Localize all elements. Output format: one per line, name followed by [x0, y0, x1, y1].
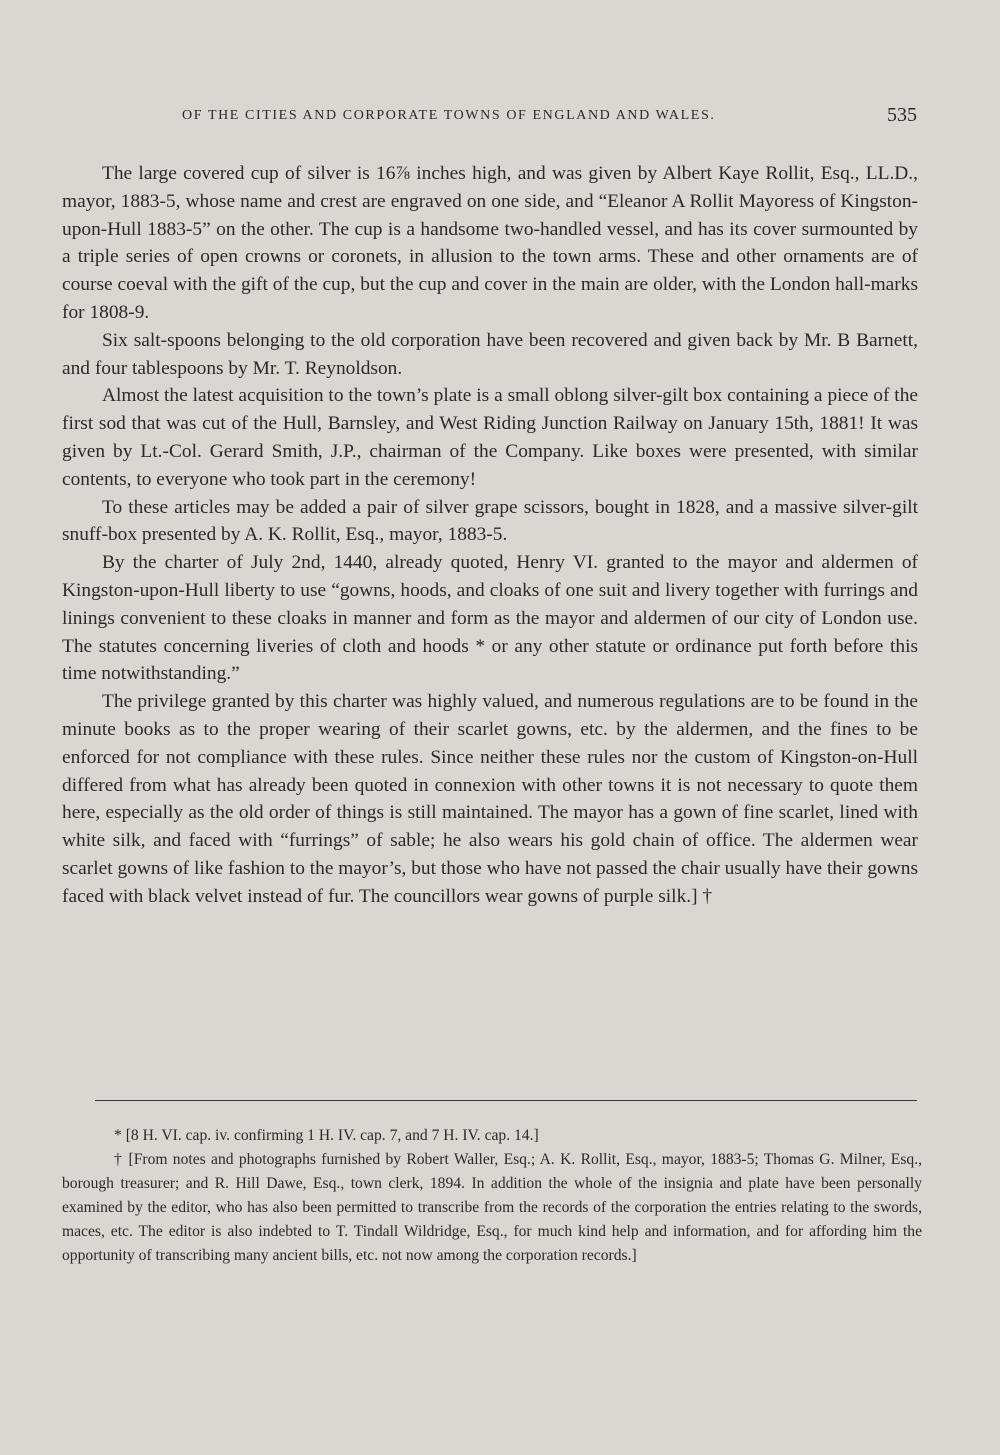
- paragraph-covered-cup: The large covered cup of silver is 16⅞ inches high, and was given by Albert Kaye Rollit, Esq., LL.D., mayor, 1883-5, whose name and crest are engraved on one side, and “Eleanor A Rollit Mayoress of Kingston-upon-Hull 1883-5” on the other. The cup is a handsome two-handled vessel, and has its cover surmounted by a triple series of open crowns or coronets, in allusion to the town arms. These and other ornaments are of course coeval with the gift of the cup, but the cup and cover in the main are older, with the London hall-marks for 1808-9.: [62, 163, 918, 323]
- paragraph-privilege: The privilege granted by this charter was highly valued, and numerous regulations are to be found in the minute books as to the proper wearing of their scarlet gowns, etc. by the aldermen, and the fines to be enforced for not compliance with these rules. Since neither these rules nor the custom of Kingston-on-Hull differed from what has already been quoted in connexion with other towns it is not necessary to quote them here, especially as the old order of things is still maintained. The mayor has a gown of fine scarlet, lined with white silk, and faced with “furrings” of sable; he also wears his gold chain of office. The aldermen wear scarlet gowns of like fashion to the mayor’s, but those who have not passed the chair usually have their gowns faced with black velvet instead of fur. The councillors wear gowns of purple silk.] †: [62, 691, 918, 907]
- paragraph-grape-scissors: To these articles may be added a pair of silver grape scissors, bought in 1828, and a massive silver-gilt snuff-box presented by A. K. Rollit, Esq., mayor, 1883-5.: [62, 496, 918, 546]
- running-title: OF THE CITIES AND CORPORATE TOWNS OF ENGLAND AND WALES.: [182, 108, 716, 123]
- footnote-dagger: † [From notes and photographs furnished by Robert Waller, Esq.; A. K. Rollit, Esq., mayor, 1883-5; Thomas G. Milner, Esq., borough treasurer; and R. Hill Dawe, Esq., town clerk, 1894. In addition the whole of the insignia and plate have been personally examined by the editor, who has also been permitted to transcribe from the records of the corporation the entries relating to the swords, maces, etc. The editor is also indebted to T. Tindall Wildridge, Esq., for much kind help and information, and for affording him the opportunity of transcribing many ancient bills, etc. not now among the corporation records.]: [62, 1151, 922, 1264]
- paragraph-salt-spoons: Six salt-spoons belonging to the old corporation have been recovered and given back by Mr. B Barnett, and four tablespoons by Mr. T. Reynoldson.: [62, 329, 918, 379]
- footnote-rule: [95, 1100, 917, 1101]
- paragraph-charter: By the charter of July 2nd, 1440, already quoted, Henry VI. granted to the mayor and aldermen of Kingston-upon-Hull liberty to use “gowns, hoods, and cloaks of one suit and livery together with furrings and linings convenient to these cloaks in manner and form as the mayor and aldermen of our city of London use. The statutes concerning liveries of cloth and hoods * or any other statute or ordinance put forth before this time notwithstanding.”: [62, 552, 918, 685]
- footnotes: [62, 1124, 922, 1268]
- page-number: 535: [887, 104, 917, 126]
- running-head: [182, 104, 917, 128]
- body-text: [62, 160, 918, 911]
- footnote-asterisk: * [8 H. VI. cap. iv. confirming 1 H. IV. cap. 7, and 7 H. IV. cap. 14.]: [114, 1127, 539, 1144]
- paragraph-silver-gilt-box: Almost the latest acquisition to the town’s plate is a small oblong silver-gilt box containing a piece of the first sod that was cut of the Hull, Barnsley, and West Riding Junction Railway on January 15th, 1881! It was given by Lt.-Col. Gerard Smith, J.P., chairman of the Company. Like boxes were presented, with similar contents, to everyone who took part in the ceremony!: [62, 385, 918, 490]
